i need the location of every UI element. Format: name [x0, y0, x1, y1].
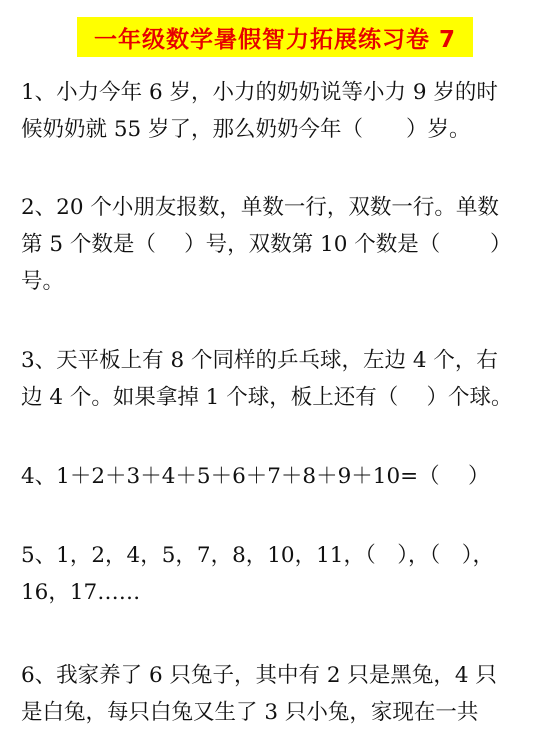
question-line: 候奶奶就 55 岁了，那么奶奶今年（ ）岁。 — [21, 117, 471, 142]
question-line: 4、1＋2＋3＋4＋5＋6＋7＋8＋9＋10=（ ） — [21, 464, 490, 489]
question-line: 3、天平板上有 8 个同样的乒乓球，左边 4 个，右 — [21, 348, 498, 373]
question-3 — [21, 342, 541, 416]
question-line: 第 5 个数是（ ）号，双数第 10 个数是（ ） — [21, 232, 512, 257]
question-line: 1、小力今年 6 岁，小力的奶奶说等小力 9 岁的时 — [21, 80, 498, 105]
question-4 — [21, 458, 541, 495]
question-1 — [21, 74, 541, 148]
question-6 — [21, 657, 541, 731]
question-line: 是白兔，每只白兔又生了 3 只小兔，家现在一共 — [21, 700, 479, 725]
question-line: 5、1，2，4，5，7，8，10，11，（ ），（ ）， — [21, 543, 494, 568]
question-line: 2、20 个小朋友报数，单数一行，双数一行。单数 — [21, 195, 499, 220]
question-5 — [21, 537, 541, 611]
question-line: 6、我家养了 6 只兔子，其中有 2 只是黑兔，4 只 — [21, 663, 497, 688]
question-line: 边 4 个。如果拿掉 1 个球，板上还有（ ）个球。 — [21, 385, 513, 410]
question-line: 16，17…… — [21, 580, 141, 605]
title-banner — [77, 17, 473, 57]
page-title: 一年级数学暑假智力拓展练习卷 7 — [93, 26, 456, 53]
question-2 — [21, 189, 541, 300]
question-line: 号。 — [21, 269, 65, 294]
